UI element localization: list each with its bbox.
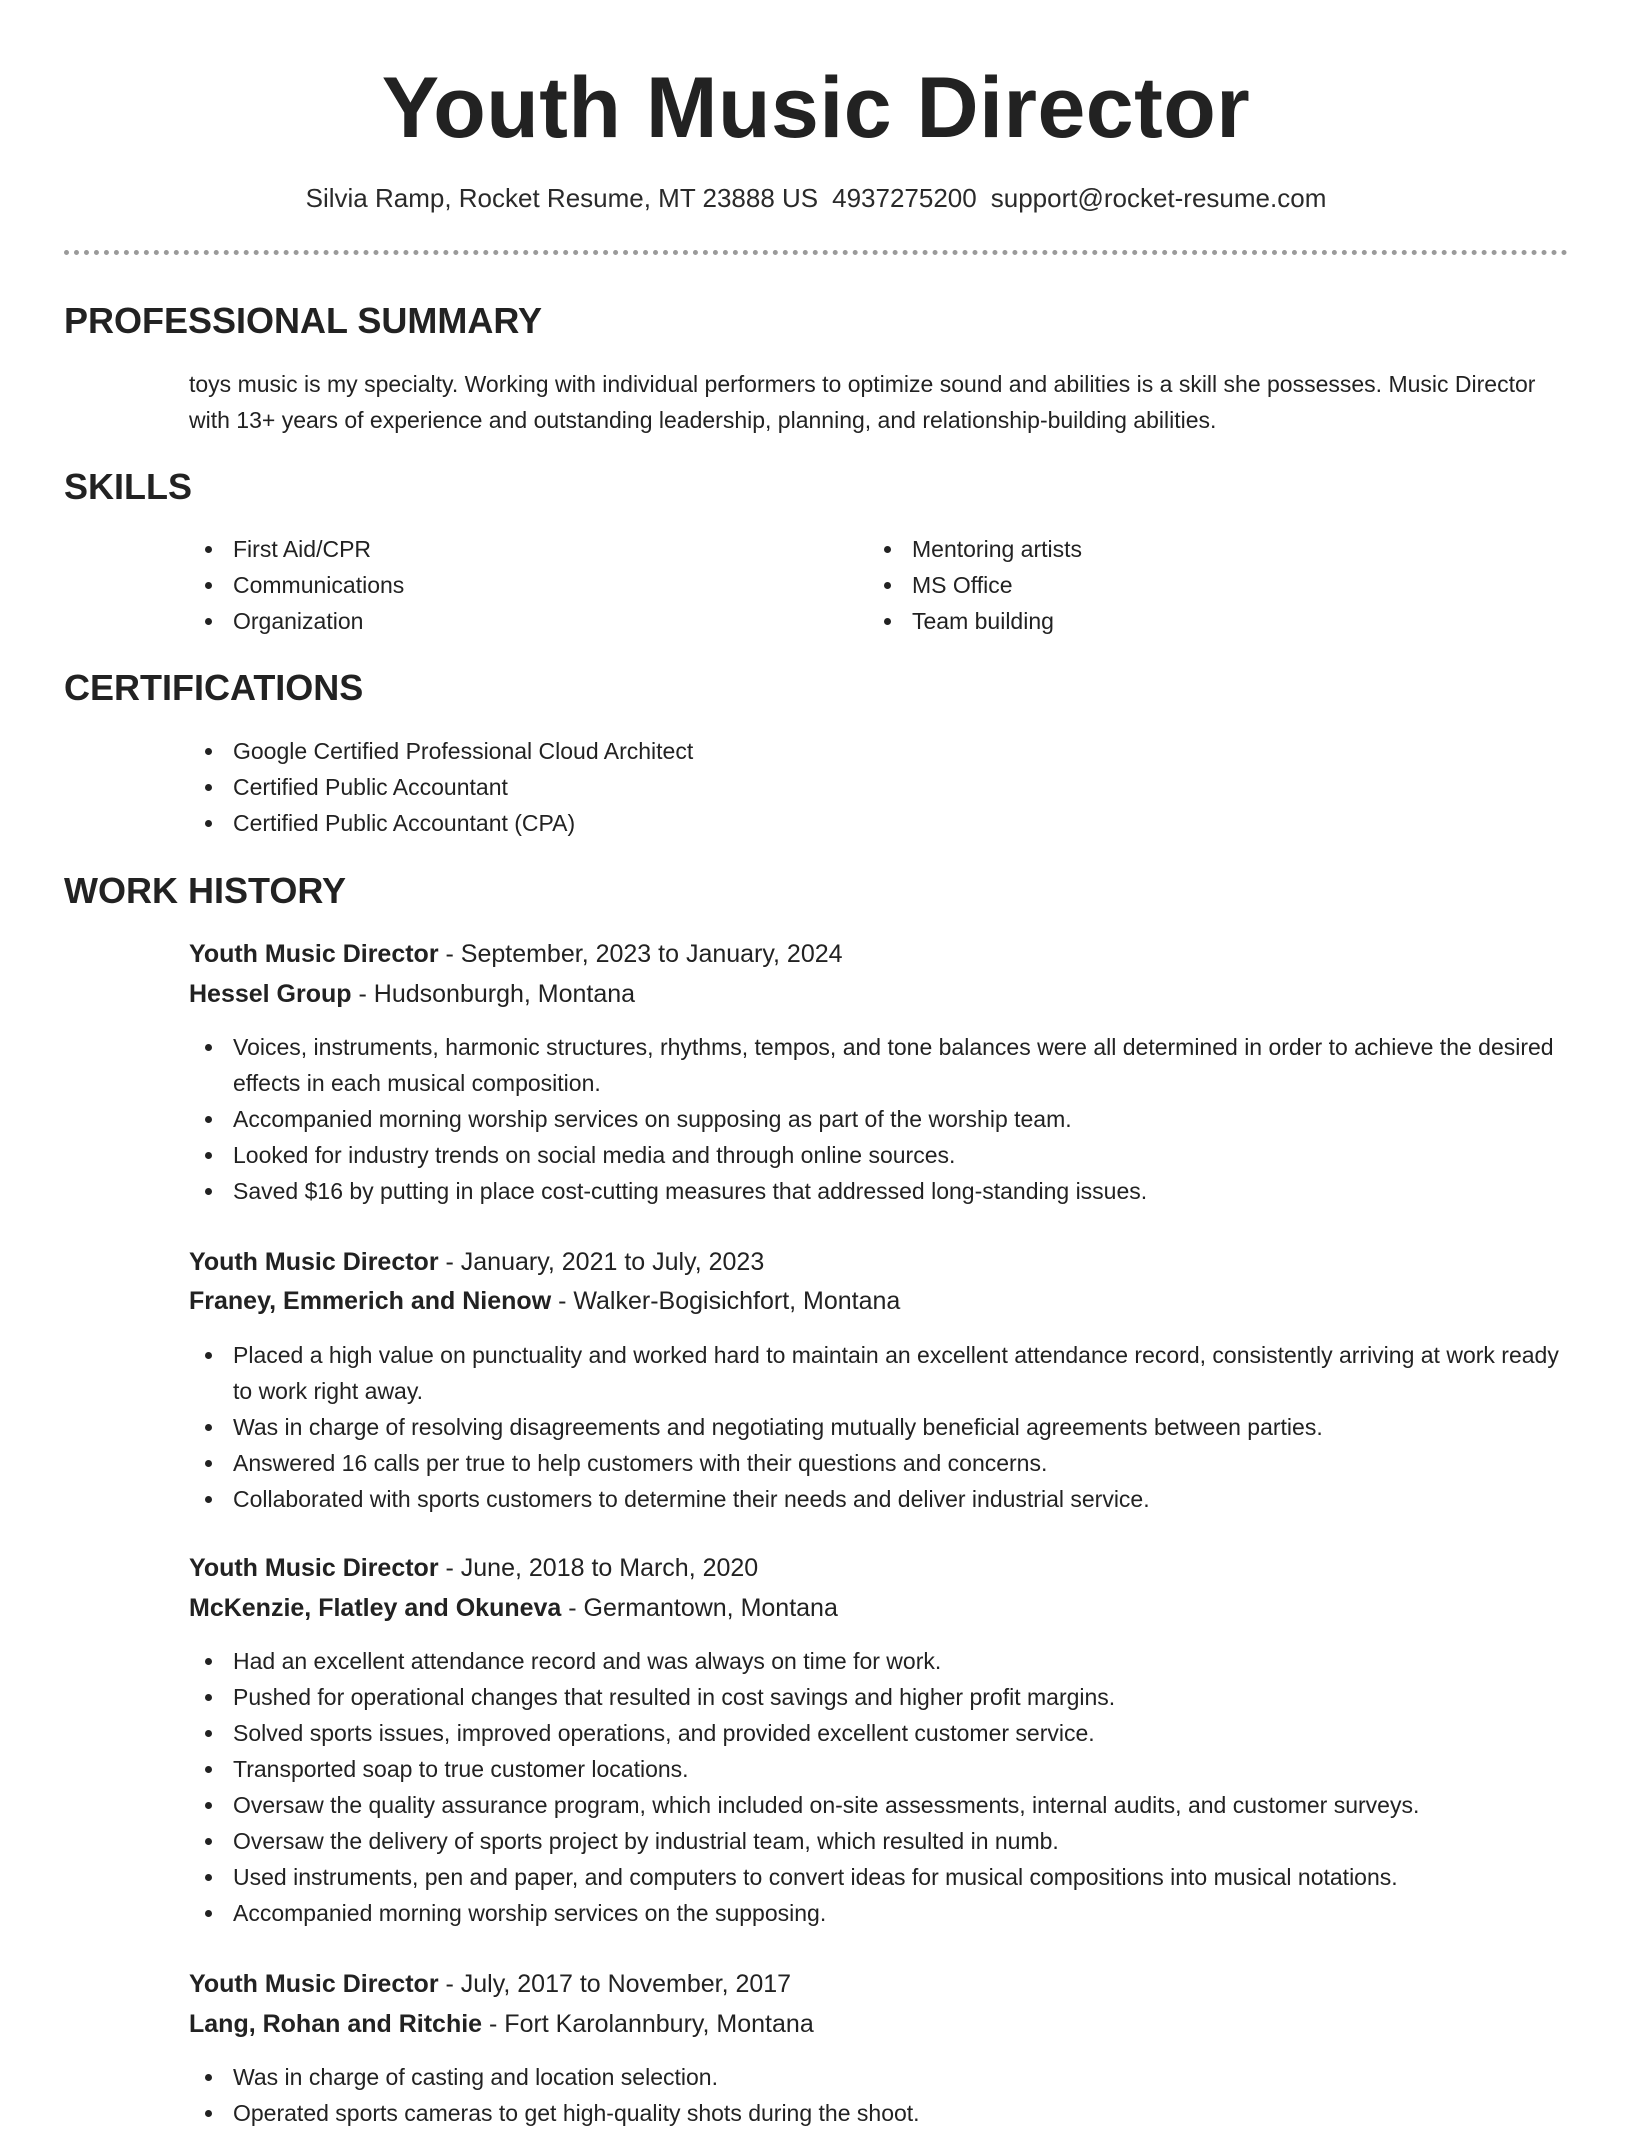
job-bullet: Oversaw the delivery of sports project by industrial team, which resulted in numb. (189, 1823, 1569, 1859)
job-bullet: Used instruments, pen and paper, and computers to convert ideas for musical compositions into musical notations. (189, 1859, 1569, 1895)
job-title: Youth Music Director (189, 1554, 439, 1582)
job-bullets (189, 2059, 1569, 2131)
skill-item: Communications (189, 567, 829, 603)
job-title: Youth Music Director (189, 1970, 439, 1998)
work-history-heading: WORK HISTORY (64, 870, 347, 911)
contact-email[interactable]: support@rocket-resume.com (990, 183, 1327, 213)
skills-list-right (868, 531, 1508, 639)
job-location: - Fort Karolannbury, Montana (482, 2010, 814, 2038)
job-company: Hessel Group (189, 980, 352, 1008)
job-dates: - January, 2021 to July, 2023 (438, 1248, 765, 1276)
job-company-line (189, 976, 635, 1012)
certifications-list (189, 733, 1569, 841)
job-bullet: Accompanied morning worship services on the supposing. (189, 1895, 1569, 1931)
skill-item: MS Office (868, 567, 1508, 603)
job-bullet: Had an excellent attendance record and was always on time for work. (189, 1643, 1569, 1679)
job-company-line (189, 1283, 900, 1319)
job-company-line (189, 1590, 838, 1626)
job-dates: - July, 2017 to November, 2017 (438, 1970, 792, 1998)
job-title: Youth Music Director (189, 1248, 439, 1276)
header-divider (64, 250, 1568, 255)
skills-list-left (189, 531, 829, 639)
job-bullets (189, 1029, 1569, 1209)
contact-phone: 4937275200 (832, 183, 977, 213)
job-bullet: Answered 16 calls per true to help customers with their questions and concerns. (189, 1445, 1569, 1481)
certification-item: Certified Public Accountant (189, 769, 1569, 805)
job-bullet: Accompanied morning worship services on supposing as part of the worship team. (189, 1101, 1569, 1137)
summary-text: toys music is my specialty. Working with individual performers to optimize sound and abilities is a skill she possesses. Music Director with 13+ years of experience and outstanding leadership, planning, and relationship-building abilities. (189, 371, 1536, 433)
job-bullet: Oversaw the quality assurance program, which included on-site assessments, internal audits, and customer surveys. (189, 1787, 1569, 1823)
contact-address: Silvia Ramp, Rocket Resume, MT 23888 US (305, 183, 819, 213)
contact-line (0, 181, 1632, 215)
job-company: McKenzie, Flatley and Okuneva (189, 1594, 562, 1622)
summary-heading: PROFESSIONAL SUMMARY (64, 300, 543, 341)
job-bullet: Operated sports cameras to get high-quality shots during the shoot. (189, 2095, 1569, 2131)
job-company-line (189, 2006, 814, 2042)
resume-title: Youth Music Director (381, 60, 1251, 156)
job-location: - Walker-Bogisichfort, Montana (551, 1287, 901, 1315)
job-title-line (189, 1550, 758, 1586)
job-title: Youth Music Director (189, 940, 439, 968)
certification-item: Certified Public Accountant (CPA) (189, 805, 1569, 841)
skills-heading: SKILLS (64, 466, 193, 507)
job-title-line (189, 1244, 764, 1280)
certifications-heading: CERTIFICATIONS (64, 667, 364, 708)
job-bullet: Solved sports issues, improved operations, and provided excellent customer service. (189, 1715, 1569, 1751)
job-bullet: Looked for industry trends on social media and through online sources. (189, 1137, 1569, 1173)
job-title-line (189, 1966, 791, 2002)
certification-item: Google Certified Professional Cloud Architect (189, 733, 1569, 769)
job-location: - Germantown, Montana (561, 1594, 838, 1622)
skill-item: Mentoring artists (868, 531, 1508, 567)
job-bullet: Transported soap to true customer locations. (189, 1751, 1569, 1787)
job-dates: - September, 2023 to January, 2024 (438, 940, 843, 968)
job-bullet: Was in charge of casting and location selection. (189, 2059, 1569, 2095)
job-bullet: Placed a high value on punctuality and worked hard to maintain an excellent attendance record, consistently arriving at work ready to work right away. (189, 1337, 1569, 1409)
skill-item: First Aid/CPR (189, 531, 829, 567)
job-bullet: Collaborated with sports customers to determine their needs and deliver industrial service. (189, 1481, 1569, 1517)
skill-item: Team building (868, 603, 1508, 639)
job-bullet: Voices, instruments, harmonic structures, rhythms, tempos, and tone balances were all determined in order to achieve the desired effects in each musical composition. (189, 1029, 1569, 1101)
skill-item: Organization (189, 603, 829, 639)
job-location: - Hudsonburgh, Montana (351, 980, 636, 1008)
job-bullets (189, 1337, 1569, 1517)
job-bullet: Saved $16 by putting in place cost-cutting measures that addressed long-standing issues. (189, 1173, 1569, 1209)
job-bullets (189, 1643, 1569, 1931)
job-company: Franey, Emmerich and Nienow (189, 1287, 552, 1315)
job-bullet: Pushed for operational changes that resulted in cost savings and higher profit margins. (189, 1679, 1569, 1715)
job-title-line (189, 936, 843, 972)
job-dates: - June, 2018 to March, 2020 (438, 1554, 759, 1582)
job-company: Lang, Rohan and Ritchie (189, 2010, 483, 2038)
job-bullet: Was in charge of resolving disagreements and negotiating mutually beneficial agreements between parties. (189, 1409, 1569, 1445)
